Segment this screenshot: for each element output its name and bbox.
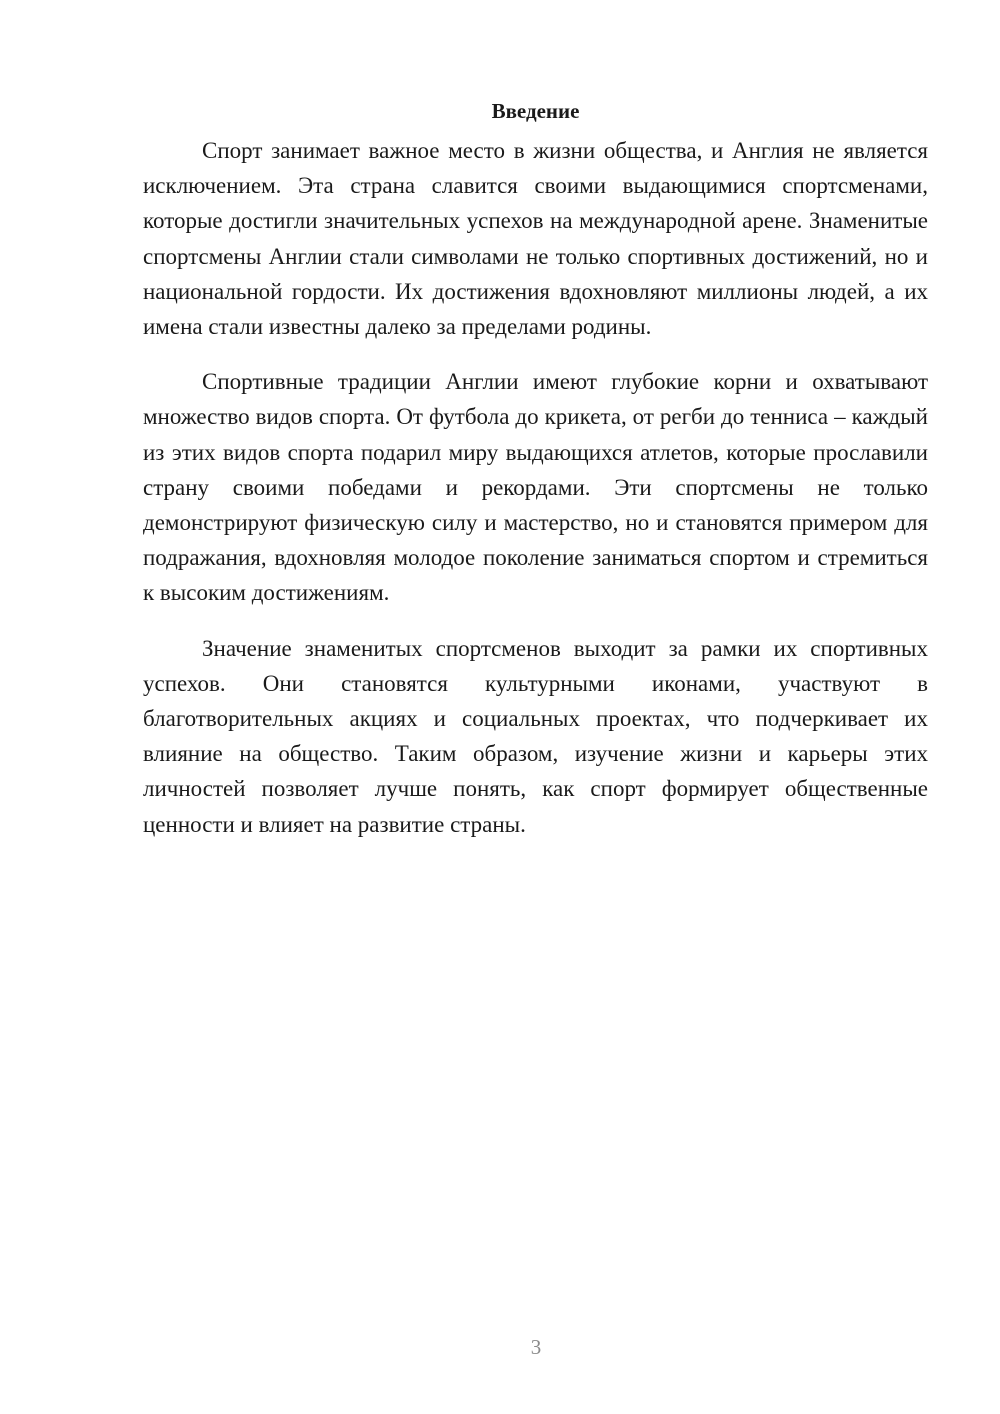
page-body	[143, 97, 928, 862]
paragraph-3: Значение знаменитых спортсменов выходит за рамки их спортивных успехов. Они становятся культурными иконами, участвуют в благотворительных акциях и социальных проектах, что подчеркивает их влияние на общество. Таким образом, изучение жизни и карьеры этих личностей позволяет лучше понять, как спорт формирует общественные ценности и влияет на развитие страны.	[143, 635, 928, 837]
paragraph-1: Спорт занимает важное место в жизни общества, и Англия не является исключением. Эта страна славится своими выдающимися спортсменами, которые достигли значительных успехов на международной арене. Знаменитые спортсмены Англии стали символами не только спортивных достижений, но и национальной гордости. Их достижения вдохновляют миллионы людей, а их имена стали известны далеко за пределами родины.	[143, 138, 928, 340]
paragraph-2: Спортивные традиции Англии имеют глубокие корни и охватывают множество видов спорта. От футбола до крикета, от регби до тенниса – каждый из этих видов спорта подарил миру выдающихся атлетов, которые прославили страну своими победами и рекордами. Эти спортсмены не только демонстрируют физическую силу и мастерство, но и становятся примером для подражания, вдохновляя молодое поколение заниматься спортом и стремиться к высоким достижениям.	[143, 369, 928, 606]
page-number: 3	[530, 1335, 542, 1359]
section-heading: Введение	[491, 99, 580, 123]
